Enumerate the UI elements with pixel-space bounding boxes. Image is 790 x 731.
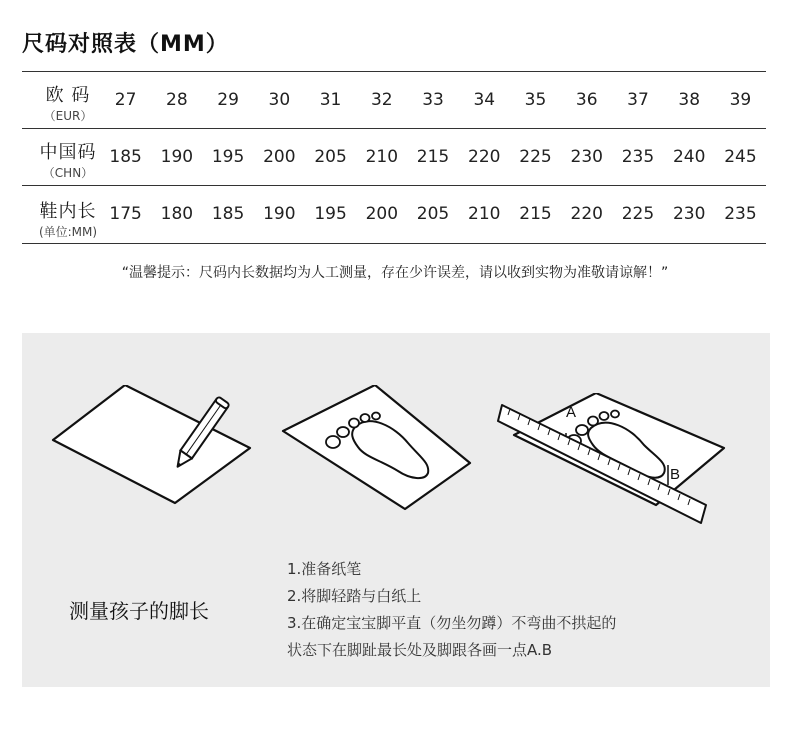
size-cell: 39	[729, 90, 752, 110]
row-label-sub: (单位:MM)	[38, 225, 98, 239]
ruler-footprint-icon	[496, 393, 731, 528]
row-label-sub: （EUR）	[43, 109, 93, 123]
measure-heading: 测量孩子的脚长	[69, 599, 209, 623]
measure-steps	[287, 556, 616, 664]
size-cell: 32	[370, 90, 393, 110]
size-cell: 175	[109, 204, 142, 224]
size-cell: 235	[724, 204, 757, 224]
page-title: 尺码对照表（MM）	[22, 32, 229, 57]
size-cell: 190	[160, 147, 194, 167]
table-row-eur	[22, 72, 766, 129]
size-cell: 195	[211, 147, 245, 167]
size-cell: 37	[627, 90, 649, 110]
size-cell: 34	[473, 90, 496, 110]
size-cell: 190	[263, 204, 296, 224]
size-cell: 220	[570, 204, 603, 224]
size-cell: 210	[468, 204, 501, 224]
size-cell: 215	[416, 147, 450, 167]
size-cell: 225	[621, 204, 655, 224]
size-cell: 220	[468, 147, 501, 167]
size-cell: 245	[724, 147, 757, 167]
size-cell: 35	[524, 90, 547, 110]
paper-pencil-icon	[50, 385, 255, 510]
size-cell: 240	[672, 147, 706, 167]
table-row-inner-length	[22, 186, 766, 244]
size-cell: 27	[114, 90, 137, 110]
notice-text: “温馨提示：尺码内长数据均为人工测量，存在少许误差，请以收到实物为准敬请谅解！”	[121, 265, 669, 281]
size-cell: 230	[672, 204, 706, 224]
size-cell: 185	[211, 204, 245, 224]
size-cell: 180	[160, 204, 194, 224]
size-cell: 200	[365, 204, 399, 224]
size-cell: 195	[314, 204, 347, 224]
size-cell: 30	[268, 90, 291, 110]
step-item: 1.准备纸笔	[287, 560, 362, 578]
size-cell: 33	[422, 90, 444, 110]
row-label-sub: （CHN）	[42, 166, 94, 180]
size-cell: 200	[263, 147, 296, 167]
size-cell: 36	[575, 90, 598, 110]
step-item: 2.将脚轻踏与白纸上	[287, 587, 422, 605]
row-label-main: 中国码	[39, 142, 97, 163]
size-cell: 38	[678, 90, 701, 110]
size-cell: 225	[519, 147, 552, 167]
marker-a: A	[566, 404, 577, 421]
size-cell: 29	[217, 90, 239, 110]
size-cell: 205	[416, 204, 450, 224]
size-chart-table	[22, 71, 766, 244]
size-cell: 215	[519, 204, 552, 224]
footprint-paper-icon	[280, 385, 475, 513]
size-cell: 235	[621, 147, 655, 167]
size-cell: 205	[314, 147, 347, 167]
size-cell: 28	[166, 90, 188, 110]
marker-b: B	[670, 466, 681, 483]
step-item: 3.在确定宝宝脚平直（勿坐勿蹲）不弯曲不拱起的	[287, 614, 617, 632]
size-cell: 230	[570, 147, 603, 167]
size-cell: 185	[109, 147, 142, 167]
size-cell: 210	[365, 147, 399, 167]
row-label-main: 鞋内长	[39, 201, 97, 222]
size-cell: 31	[319, 90, 342, 110]
table-row-chn	[22, 129, 766, 186]
step-item: 状态下在脚趾最长处及脚跟各画一点A.B	[287, 641, 553, 659]
row-label-main: 欧 码	[45, 85, 91, 106]
